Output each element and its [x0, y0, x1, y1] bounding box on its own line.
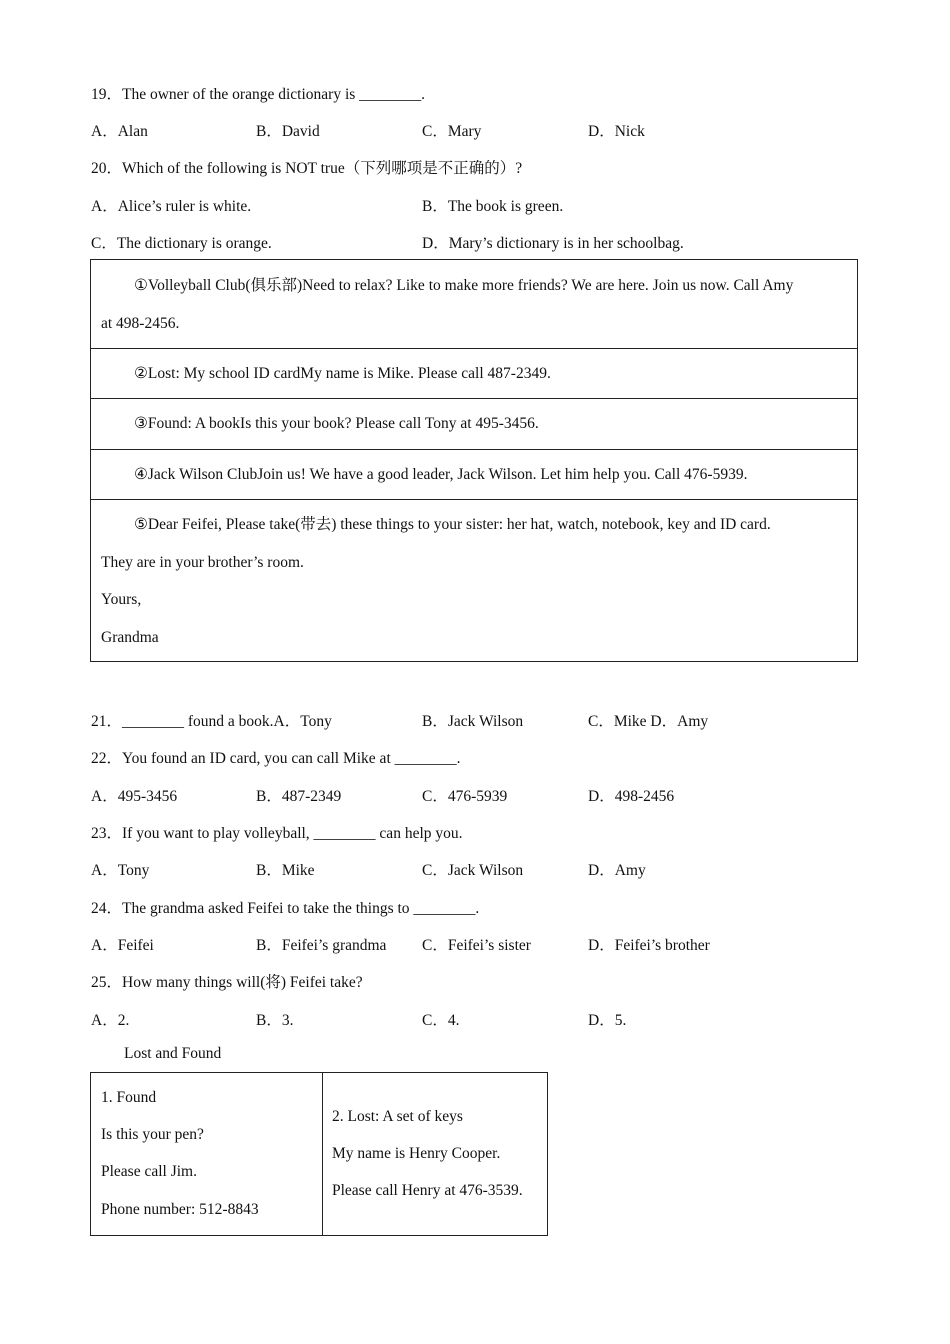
q23-option-c: C．Jack Wilson — [422, 862, 524, 879]
question-20: 20．Which of the following is NOT true（下列哪项是不正确的）? — [91, 160, 523, 177]
notice-grandma-letter — [91, 499, 857, 663]
question-22: 22．You found an ID card, you can call Mike at ________. — [91, 750, 461, 767]
q21-option-c-d: C．Mike D．Amy — [588, 713, 709, 730]
question-19: 19．The owner of the orange dictionary is ________. — [91, 86, 426, 103]
notice-1-line-2: at 498-2456. — [101, 314, 180, 332]
notice-2-text: ②Lost: My school ID cardMy name is Mike. Please call 487-2349. — [134, 365, 551, 382]
q22-option-c: C．476-5939 — [422, 788, 508, 805]
found-line-2: Is this your pen? — [101, 1126, 204, 1143]
notice-5-line-1: ⑤Dear Feifei, Please take(带去) these things to your sister: her hat, watch, notebook, key and ID card. — [134, 516, 771, 533]
found-line-3: Please call Jim. — [101, 1163, 197, 1180]
notice-5-line-4: Grandma — [101, 628, 159, 646]
notice-4-text: ④Jack Wilson ClubJoin us! We have a good leader, Jack Wilson. Let him help you. Call 476-5939. — [134, 466, 748, 483]
lost-line-1: 2. Lost: A set of keys — [332, 1108, 463, 1125]
notice-3-text: ③Found: A bookIs this your book? Please call Tony at 495-3456. — [134, 415, 539, 432]
notice-jack-wilson-club — [91, 449, 857, 499]
q25-option-a: A．2. — [91, 1012, 130, 1029]
q20-option-a: A．Alice’s ruler is white. — [91, 198, 252, 215]
notice-lost-id-card — [91, 348, 857, 398]
q19-option-a: A．Alan — [91, 123, 148, 140]
lost-line-2: My name is Henry Cooper. — [332, 1145, 501, 1162]
found-pen-cell — [91, 1073, 323, 1235]
q24-option-c: C．Feifei’s sister — [422, 937, 531, 954]
found-line-4: Phone number: 512-8843 — [101, 1201, 259, 1218]
notice-5-line-3: Yours, — [101, 591, 142, 608]
q23-option-d: D．Amy — [588, 862, 646, 879]
q22-option-b: B．487-2349 — [256, 788, 342, 805]
notice-volleyball-club — [91, 260, 857, 348]
lost-found-table — [90, 1072, 548, 1236]
q22-option-d: D．498-2456 — [588, 788, 675, 805]
q20-option-b: B．The book is green. — [422, 198, 564, 215]
q23-option-a: A．Tony — [91, 862, 150, 879]
q24-option-d: D．Feifei’s brother — [588, 937, 710, 954]
question-24: 24．The grandma asked Feifei to take the things to ________. — [91, 900, 480, 917]
q21-option-b: B．Jack Wilson — [422, 713, 524, 730]
q22-option-a: A．495-3456 — [91, 788, 178, 805]
question-21: 21．________ found a book.A．Tony — [91, 713, 332, 730]
lost-found-title: Lost and Found — [124, 1045, 222, 1062]
q24-option-b: B．Feifei’s grandma — [256, 937, 387, 954]
q20-option-d: D．Mary’s dictionary is in her schoolbag. — [422, 235, 684, 252]
q19-option-d: D．Nick — [588, 123, 645, 140]
q25-option-d: D．5. — [588, 1012, 627, 1029]
q25-option-c: C．4. — [422, 1012, 460, 1029]
found-line-1: 1. Found — [101, 1089, 157, 1106]
q19-option-b: B．David — [256, 123, 320, 140]
q25-option-b: B．3. — [256, 1012, 294, 1029]
q23-option-b: B．Mike — [256, 862, 315, 879]
question-23: 23．If you want to play volleyball, ________ can help you. — [91, 825, 463, 842]
notice-1-line-1: ①Volleyball Club(俱乐部)Need to relax? Like to make more friends? We are here. Join us now. Call Amy — [134, 277, 794, 294]
notice-5-line-2: They are in your brother’s room. — [101, 553, 304, 571]
lost-line-3: Please call Henry at 476-3539. — [332, 1182, 523, 1199]
q19-option-c: C．Mary — [422, 123, 482, 140]
lost-keys-cell — [322, 1073, 547, 1235]
question-25: 25．How many things will(将) Feifei take? — [91, 974, 363, 991]
q24-option-a: A．Feifei — [91, 937, 154, 954]
q20-option-c: C．The dictionary is orange. — [91, 235, 272, 252]
notice-found-book — [91, 398, 857, 449]
notices-table — [90, 259, 858, 662]
